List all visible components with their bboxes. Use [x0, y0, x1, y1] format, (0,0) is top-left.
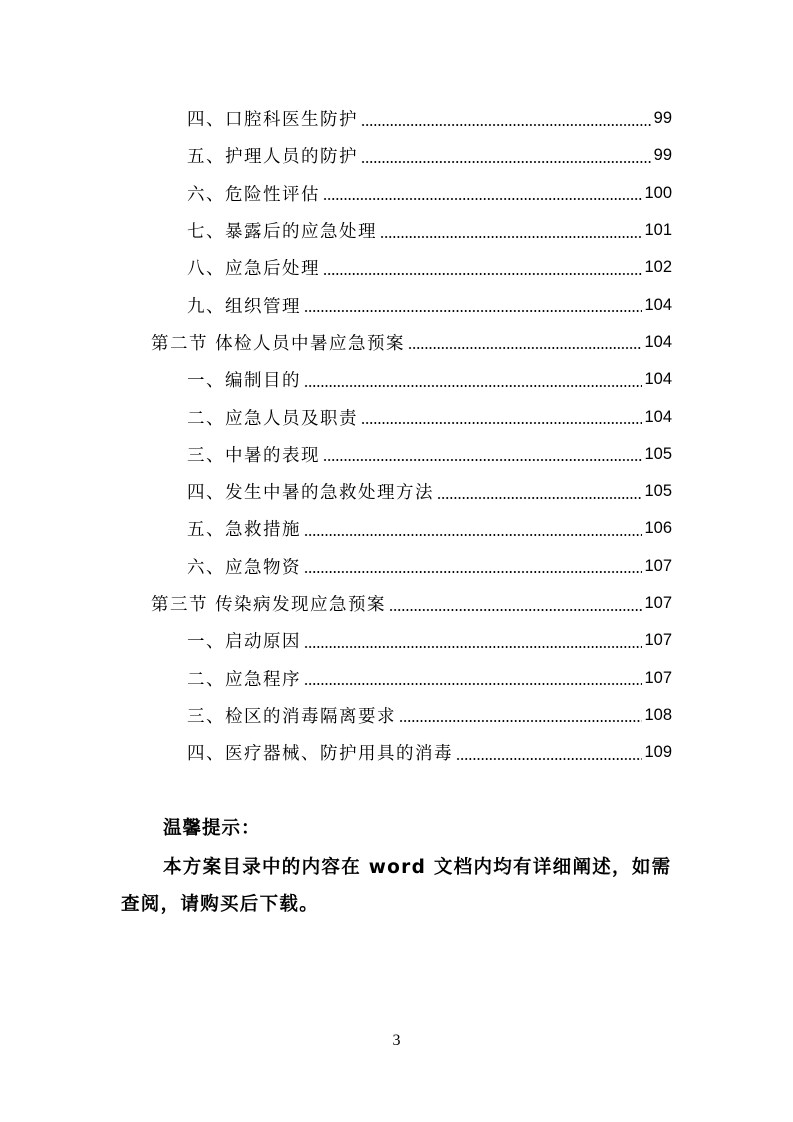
toc-entry-page: 105 [644, 482, 672, 501]
toc-entry-title: 四、口腔科医生防护 [187, 106, 361, 131]
toc-leader-dots [399, 706, 642, 724]
toc-leader-dots [304, 296, 642, 314]
toc-leader-dots [304, 632, 642, 650]
toc-leader-dots [389, 595, 642, 613]
toc-entry-title: 第三节 传染病发现应急预案 [151, 591, 389, 616]
toc-entry[interactable] [0, 473, 793, 510]
toc-entry-page: 109 [644, 743, 672, 762]
toc-entry-title: 一、启动原因 [187, 628, 304, 653]
toc-entry[interactable] [0, 100, 793, 137]
toc-entry[interactable] [0, 734, 793, 771]
toc-entry[interactable] [0, 361, 793, 398]
toc-leader-dots [304, 520, 642, 538]
toc-entry-page: 105 [644, 444, 672, 463]
toc-entry-title: 三、中暑的表现 [187, 442, 323, 467]
toc-entry-page: 107 [644, 631, 672, 650]
toc-entry-title: 第二节 体检人员中暑应急预案 [151, 330, 408, 355]
toc-entry-page: 107 [644, 594, 672, 612]
toc-leader-dots [361, 408, 642, 426]
toc-entry-title: 二、应急程序 [187, 666, 304, 691]
toc-entry-page: 99 [653, 109, 672, 128]
toc-entry-page: 104 [644, 407, 672, 426]
toc-entry-title: 五、急救措施 [187, 516, 304, 541]
toc-entry-title: 三、检区的消毒隔离要求 [187, 703, 399, 728]
toc-leader-dots [456, 744, 642, 762]
toc-entry[interactable] [0, 436, 793, 473]
toc-entry-title: 六、危险性评估 [187, 181, 323, 206]
toc-entry-page: 104 [644, 332, 672, 351]
toc-entry-title: 八、应急后处理 [187, 255, 323, 280]
toc-entry[interactable] [0, 249, 793, 286]
toc-leader-dots [361, 110, 652, 128]
toc-entry[interactable] [0, 212, 793, 249]
toc-entry-title: 七、暴露后的应急处理 [187, 218, 380, 243]
toc-entry-title: 二、应急人员及职责 [187, 405, 361, 430]
notice-body: 本方案目录中的内容在 word 文档内均有详细阐述，如需查阅，请购买后下载。 [121, 857, 672, 915]
toc-entry-page: 100 [644, 183, 672, 202]
toc-entry[interactable] [0, 137, 793, 174]
toc-leader-dots [304, 371, 642, 389]
toc-entry-page: 104 [644, 295, 672, 314]
toc-section-entry[interactable] [0, 324, 793, 361]
table-of-contents [0, 100, 793, 771]
toc-entry-title: 四、发生中暑的急救处理方法 [187, 479, 437, 504]
toc-entry[interactable] [0, 697, 793, 734]
toc-entry-page: 107 [644, 556, 672, 575]
toc-entry[interactable] [0, 659, 793, 696]
toc-leader-dots [361, 147, 652, 165]
toc-entry-title: 一、编制目的 [187, 367, 304, 392]
toc-leader-dots [323, 259, 642, 277]
toc-section-entry[interactable] [0, 585, 793, 622]
toc-leader-dots [323, 445, 642, 463]
toc-entry-page: 102 [644, 258, 672, 277]
toc-entry[interactable] [0, 510, 793, 547]
page-number: 3 [392, 1032, 401, 1049]
toc-leader-dots [304, 669, 642, 687]
toc-leader-dots [304, 557, 642, 575]
toc-entry-title: 六、应急物资 [187, 554, 304, 579]
toc-entry[interactable] [0, 286, 793, 323]
toc-entry-title: 五、护理人员的防护 [187, 143, 361, 168]
toc-entry-title: 四、医疗器械、防护用具的消毒 [187, 740, 456, 765]
toc-entry-title: 九、组织管理 [187, 293, 304, 318]
toc-leader-dots [323, 184, 642, 202]
toc-entry-page: 106 [644, 519, 672, 538]
toc-entry-page: 99 [653, 146, 672, 165]
toc-entry[interactable] [0, 398, 793, 435]
toc-leader-dots [437, 483, 642, 501]
toc-entry-page: 108 [644, 705, 672, 724]
toc-entry[interactable] [0, 622, 793, 659]
toc-entry-page: 101 [644, 221, 672, 240]
toc-leader-dots [408, 333, 642, 351]
toc-entry[interactable] [0, 175, 793, 212]
toc-entry-page: 104 [644, 370, 672, 389]
toc-entry-page: 107 [644, 668, 672, 687]
toc-leader-dots [380, 222, 642, 240]
notice-title: 温馨提示： [163, 818, 261, 839]
toc-entry[interactable] [0, 548, 793, 585]
